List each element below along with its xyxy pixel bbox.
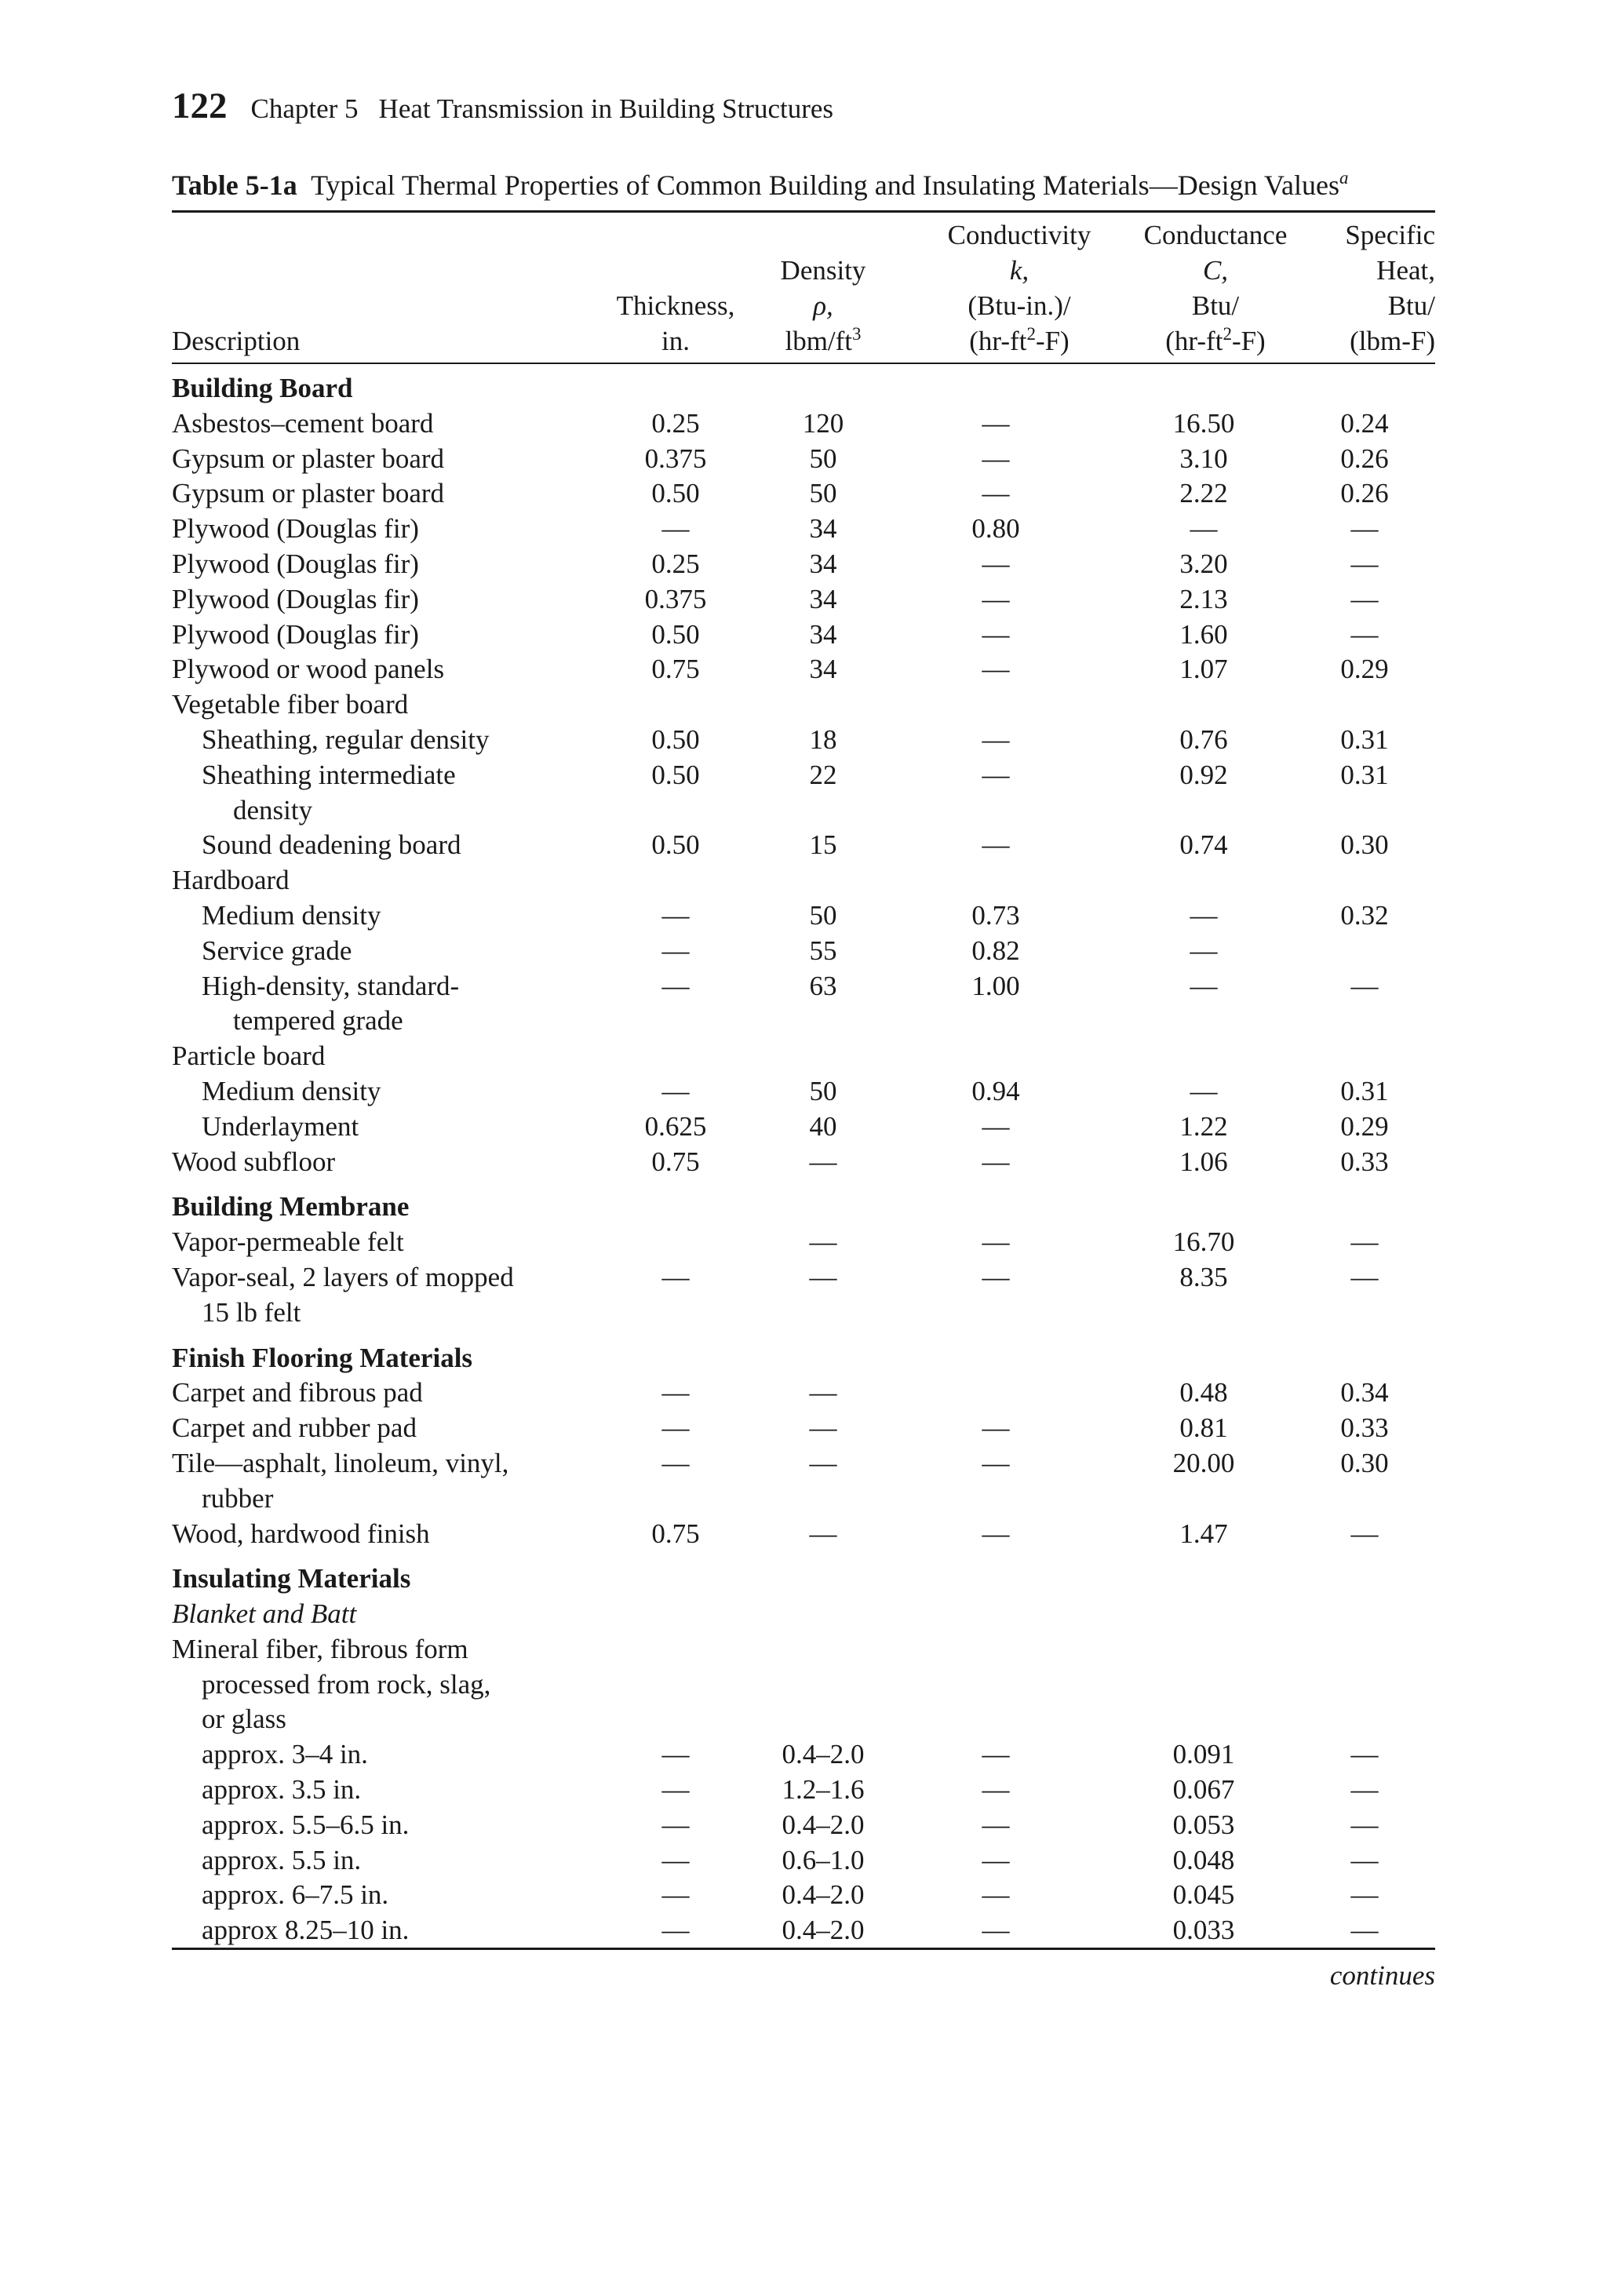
table-caption (172, 169, 1435, 202)
row-description: approx. 5.5–6.5 in. (202, 1809, 410, 1840)
row-description: Particle board (172, 1040, 326, 1072)
cell-dens: 18 (809, 723, 837, 755)
cell-dens: — (809, 1226, 837, 1258)
table-row (172, 1481, 1435, 1517)
cell-cond: — (982, 478, 1010, 509)
table-row (172, 1597, 1435, 1632)
cell-spec: — (1350, 513, 1379, 545)
cell-cond: — (982, 829, 1010, 861)
row-description: Mineral fiber, fibrous form (172, 1633, 468, 1664)
cell-cond: — (982, 1915, 1010, 1946)
table-row (172, 442, 1435, 477)
cell-condu: 0.067 (1172, 1774, 1235, 1806)
cell-cond: — (982, 583, 1010, 614)
table-row (172, 1878, 1435, 1913)
cell-dens: — (809, 1412, 837, 1444)
cell-thick: — (661, 935, 690, 966)
continues-note: continues (1329, 1960, 1435, 1991)
cell-dens: 0.4–2.0 (782, 1915, 865, 1946)
chapter-label: Chapter 5 (250, 93, 359, 124)
cell-condu: 0.053 (1172, 1809, 1235, 1840)
table-row (172, 828, 1435, 863)
row-description: density (233, 794, 313, 825)
cell-thick: 0.50 (651, 618, 700, 650)
row-description: Vegetable fiber board (172, 689, 409, 720)
header-bottom-rule (172, 363, 1435, 364)
cell-dens: 50 (809, 899, 837, 931)
row-description: approx. 6–7.5 in. (202, 1879, 389, 1911)
cell-spec: — (1350, 1879, 1379, 1911)
row-description: Building Membrane (172, 1191, 410, 1223)
cell-cond: — (982, 1226, 1010, 1258)
table-row (172, 1702, 1435, 1737)
cell-condu: 0.045 (1172, 1879, 1235, 1911)
cell-condu: 0.48 (1179, 1377, 1228, 1409)
cell-spec: 0.32 (1340, 899, 1389, 931)
table-row (172, 1411, 1435, 1446)
cell-thick: — (661, 899, 690, 931)
cell-dens: — (809, 1146, 837, 1177)
cell-thick: 0.625 (644, 1110, 707, 1142)
cell-thick: — (661, 1915, 690, 1946)
row-description: Gypsum or plaster board (172, 478, 445, 509)
cell-dens: — (809, 1377, 837, 1409)
cell-spec: 0.29 (1340, 654, 1389, 685)
cell-spec: — (1350, 1261, 1379, 1292)
table-row (172, 898, 1435, 934)
table-row (172, 1667, 1435, 1703)
cell-condu: 0.81 (1179, 1412, 1228, 1444)
row-description: Underlayment (202, 1110, 359, 1142)
table-row (172, 618, 1435, 653)
cell-thick: 0.75 (651, 1518, 700, 1549)
row-description: Building Board (172, 373, 353, 403)
cell-thick: — (661, 1075, 690, 1106)
cell-condu: 16.70 (1172, 1226, 1235, 1258)
table-row (172, 1110, 1435, 1145)
row-description: Plywood (Douglas fir) (172, 583, 419, 614)
row-description: or glass (202, 1704, 286, 1735)
cell-thick: — (661, 1412, 690, 1444)
cell-spec: — (1350, 618, 1379, 650)
cell-condu: 20.00 (1172, 1447, 1235, 1478)
table-row (172, 1225, 1435, 1260)
row-description: Plywood (Douglas fir) (172, 513, 419, 545)
cell-spec: 0.29 (1340, 1110, 1389, 1142)
cell-condu: — (1190, 899, 1218, 931)
cell-spec: — (1350, 1915, 1379, 1946)
table-row (172, 1913, 1435, 1948)
cell-condu: 1.06 (1179, 1146, 1228, 1177)
table-row (172, 934, 1435, 969)
row-description: approx. 3.5 in. (202, 1774, 362, 1806)
cell-cond: — (982, 1739, 1010, 1770)
table-row (172, 1632, 1435, 1667)
cell-spec: 0.30 (1340, 829, 1389, 861)
table-body (172, 371, 1435, 1948)
cell-spec: — (1350, 548, 1379, 579)
cell-thick: 0.75 (651, 1146, 700, 1177)
col-header-conductance: Conductance C, Btu/ $(hr-ft^2-F)$ (1143, 220, 1288, 356)
cell-condu: 1.60 (1179, 618, 1228, 650)
cell-spec: — (1350, 1809, 1379, 1840)
cell-dens: 34 (809, 654, 837, 685)
table-row (172, 1004, 1435, 1039)
cell-condu: — (1190, 935, 1218, 966)
table-row (172, 582, 1435, 618)
cell-thick: 0.50 (651, 723, 700, 755)
row-description: Finish Flooring Materials (172, 1342, 473, 1373)
cell-condu: 3.20 (1179, 548, 1228, 579)
cell-dens: 15 (809, 829, 837, 861)
cell-cond: — (982, 1412, 1010, 1444)
cell-cond: — (982, 1261, 1010, 1292)
table-row (172, 652, 1435, 687)
cell-spec: — (1350, 1518, 1379, 1549)
cell-thick: 0.375 (644, 583, 707, 614)
section-heading-row (172, 1562, 1435, 1597)
row-description: 15 lb felt (202, 1296, 301, 1328)
section-heading-row (172, 371, 1435, 406)
section-heading-row (172, 1190, 1435, 1225)
row-description: Medium density (202, 1075, 381, 1106)
cell-spec: 0.33 (1340, 1146, 1389, 1177)
row-description: Asbestos–cement board (172, 407, 434, 439)
row-description: Blanket and Batt (172, 1598, 357, 1630)
cell-spec: — (1350, 583, 1379, 614)
cell-dens: 34 (809, 583, 837, 614)
row-description: High-density, standard- (202, 970, 460, 1001)
cell-spec: 0.31 (1340, 723, 1389, 755)
cell-thick: — (661, 1261, 690, 1292)
table-row (172, 687, 1435, 723)
cell-dens: — (809, 1518, 837, 1549)
cell-cond: — (982, 759, 1010, 790)
cell-spec: 0.31 (1340, 759, 1389, 790)
table-row (172, 1145, 1435, 1180)
cell-dens: 22 (809, 759, 837, 790)
cell-dens: 34 (809, 513, 837, 545)
table-number: Table 5-1a (172, 169, 297, 201)
cell-cond: — (982, 1809, 1010, 1840)
cell-dens: 50 (809, 443, 837, 474)
cell-thick: 0.375 (644, 443, 707, 474)
cell-thick: 0.50 (651, 759, 700, 790)
row-description: Carpet and fibrous pad (172, 1377, 423, 1409)
row-description: Medium density (202, 899, 381, 931)
table-bottom-rule (172, 1948, 1435, 1950)
cell-cond: — (982, 1110, 1010, 1142)
cell-spec: 0.34 (1340, 1377, 1389, 1409)
row-description: Plywood or wood panels (172, 654, 445, 685)
cell-spec: 0.24 (1340, 407, 1389, 439)
cell-thick: — (661, 1774, 690, 1806)
row-description: processed from rock, slag, (202, 1668, 491, 1700)
table-row (172, 1039, 1435, 1074)
row-description: Service grade (202, 935, 352, 966)
cell-cond: 0.80 (971, 513, 1020, 545)
row-description: Plywood (Douglas fir) (172, 618, 419, 650)
cell-condu: 0.048 (1172, 1844, 1235, 1875)
cell-cond: 0.94 (971, 1075, 1020, 1106)
cell-condu: 0.033 (1172, 1915, 1235, 1946)
table-row (172, 1808, 1435, 1843)
cell-thick: 0.50 (651, 478, 700, 509)
cell-condu: 0.92 (1179, 759, 1228, 790)
row-description: tempered grade (233, 1005, 403, 1037)
row-description: Sound deadening board (202, 829, 461, 861)
cell-spec: — (1350, 1774, 1379, 1806)
cell-spec: — (1350, 1739, 1379, 1770)
table-row (172, 1737, 1435, 1773)
cell-cond: — (982, 1774, 1010, 1806)
table-row (172, 1843, 1435, 1879)
cell-dens: 0.4–2.0 (782, 1879, 865, 1911)
cell-thick: 0.25 (651, 407, 700, 439)
col-header-conductivity: Conductivity k, (Btu-in.)/ $(hr-ft^2-F)$ (947, 220, 1091, 356)
row-description: Tile—asphalt, linoleum, vinyl, (172, 1447, 509, 1478)
cell-spec: 0.33 (1340, 1412, 1389, 1444)
cell-condu: 1.07 (1179, 654, 1228, 685)
col-header-thickness: Thickness, in. (616, 290, 735, 356)
cell-thick: — (661, 1739, 690, 1770)
cell-dens: — (809, 1261, 837, 1292)
row-description: Vapor-permeable felt (172, 1226, 404, 1258)
table-row (172, 406, 1435, 442)
cell-condu: 1.47 (1179, 1518, 1228, 1549)
cell-dens: — (809, 1447, 837, 1478)
cell-cond: — (982, 618, 1010, 650)
table-row (172, 793, 1435, 829)
cell-condu: 8.35 (1179, 1261, 1228, 1292)
cell-thick: — (661, 513, 690, 545)
row-description: Gypsum or plaster board (172, 443, 445, 474)
col-header-description: Description (172, 326, 301, 356)
table-top-rule (172, 210, 1435, 213)
row-description: Vapor-seal, 2 layers of mopped (172, 1261, 514, 1292)
cell-condu: 2.13 (1179, 583, 1228, 614)
row-description: rubber (202, 1482, 274, 1514)
table-row (172, 1376, 1435, 1411)
cell-cond: 1.00 (971, 970, 1020, 1001)
cell-dens: 34 (809, 548, 837, 579)
page-number: 122 (172, 86, 228, 126)
cell-cond: — (982, 1844, 1010, 1875)
cell-thick: — (661, 1447, 690, 1478)
cell-dens: 50 (809, 478, 837, 509)
row-description: Sheathing intermediate (202, 759, 456, 790)
cell-condu: 0.091 (1172, 1739, 1235, 1770)
cell-condu: — (1190, 513, 1218, 545)
cell-condu: 0.76 (1179, 723, 1228, 755)
cell-spec: — (1350, 970, 1379, 1001)
cell-cond: — (982, 548, 1010, 579)
row-description: approx 8.25–10 in. (202, 1915, 410, 1946)
col-header-density: Density ρ, lbm/$ft^3$ (780, 255, 866, 356)
cell-dens: 63 (809, 970, 837, 1001)
cell-thick: — (661, 1879, 690, 1911)
table-row (172, 758, 1435, 793)
row-description: Insulating Materials (172, 1563, 411, 1594)
cell-dens: 34 (809, 618, 837, 650)
cell-dens: 55 (809, 935, 837, 966)
cell-cond: — (982, 723, 1010, 755)
row-description: Wood, hardwood finish (172, 1518, 430, 1549)
cell-cond: 0.82 (971, 935, 1020, 966)
row-description: approx. 3–4 in. (202, 1739, 368, 1770)
cell-thick: — (661, 970, 690, 1001)
cell-dens: 0.4–2.0 (782, 1809, 865, 1840)
cell-dens: 0.6–1.0 (782, 1844, 865, 1875)
cell-condu: — (1190, 970, 1218, 1001)
cell-condu: 1.22 (1179, 1110, 1228, 1142)
table-footnote-marker: a (1339, 168, 1349, 188)
table-row (172, 1074, 1435, 1110)
cell-dens: 40 (809, 1110, 837, 1142)
table-row (172, 1773, 1435, 1808)
row-description: Carpet and rubber pad (172, 1412, 417, 1444)
cell-dens: 120 (802, 407, 844, 439)
row-description: Sheathing, regular density (202, 723, 490, 755)
cell-condu: — (1190, 1075, 1218, 1106)
cell-spec: — (1350, 1226, 1379, 1258)
cell-thick: — (661, 1844, 690, 1875)
cell-spec: 0.30 (1340, 1447, 1389, 1478)
cell-dens: 1.2–1.6 (782, 1774, 865, 1806)
table-row (172, 476, 1435, 512)
row-description: Plywood (Douglas fir) (172, 548, 419, 579)
table-row (172, 723, 1435, 758)
running-head (172, 85, 833, 127)
cell-thick: — (661, 1809, 690, 1840)
cell-condu: 2.22 (1179, 478, 1228, 509)
cell-cond: — (982, 1447, 1010, 1478)
table-row (172, 547, 1435, 582)
table-row (172, 1517, 1435, 1552)
table-row (172, 512, 1435, 547)
cell-spec: — (1350, 1844, 1379, 1875)
table-row (172, 1446, 1435, 1481)
cell-cond: — (982, 1146, 1010, 1177)
cell-spec: 0.31 (1340, 1075, 1389, 1106)
cell-cond: — (982, 1518, 1010, 1549)
col-header-specific-heat: Specific Heat, Btu/ (lbm-F) (1345, 220, 1435, 356)
cell-condu: 16.50 (1172, 407, 1235, 439)
cell-cond: — (982, 1879, 1010, 1911)
cell-thick: — (661, 1377, 690, 1409)
cell-cond: — (982, 407, 1010, 439)
section-heading-row (172, 1341, 1435, 1376)
cell-spec: 0.26 (1340, 478, 1389, 509)
row-description: Hardboard (172, 865, 290, 896)
table-row (172, 1296, 1435, 1331)
cell-condu: 0.74 (1179, 829, 1228, 861)
cell-dens: 50 (809, 1075, 837, 1106)
cell-thick: 0.50 (651, 829, 700, 861)
row-description: Wood subfloor (172, 1146, 336, 1177)
cell-dens: 0.4–2.0 (782, 1739, 865, 1770)
cell-cond: — (982, 443, 1010, 474)
table-row (172, 863, 1435, 898)
table-title: Typical Thermal Properties of Common Building and Insulating Materials—Design Values (311, 169, 1340, 201)
table-row (172, 969, 1435, 1004)
cell-thick: 0.75 (651, 654, 700, 685)
table-row (172, 1260, 1435, 1296)
cell-spec: 0.26 (1340, 443, 1389, 474)
cell-condu: 3.10 (1179, 443, 1228, 474)
row-description: approx. 5.5 in. (202, 1844, 362, 1875)
cell-cond: 0.73 (971, 899, 1020, 931)
cell-cond: — (982, 654, 1010, 685)
chapter-title: Heat Transmission in Building Structures (378, 93, 834, 124)
cell-thick: 0.25 (651, 548, 700, 579)
